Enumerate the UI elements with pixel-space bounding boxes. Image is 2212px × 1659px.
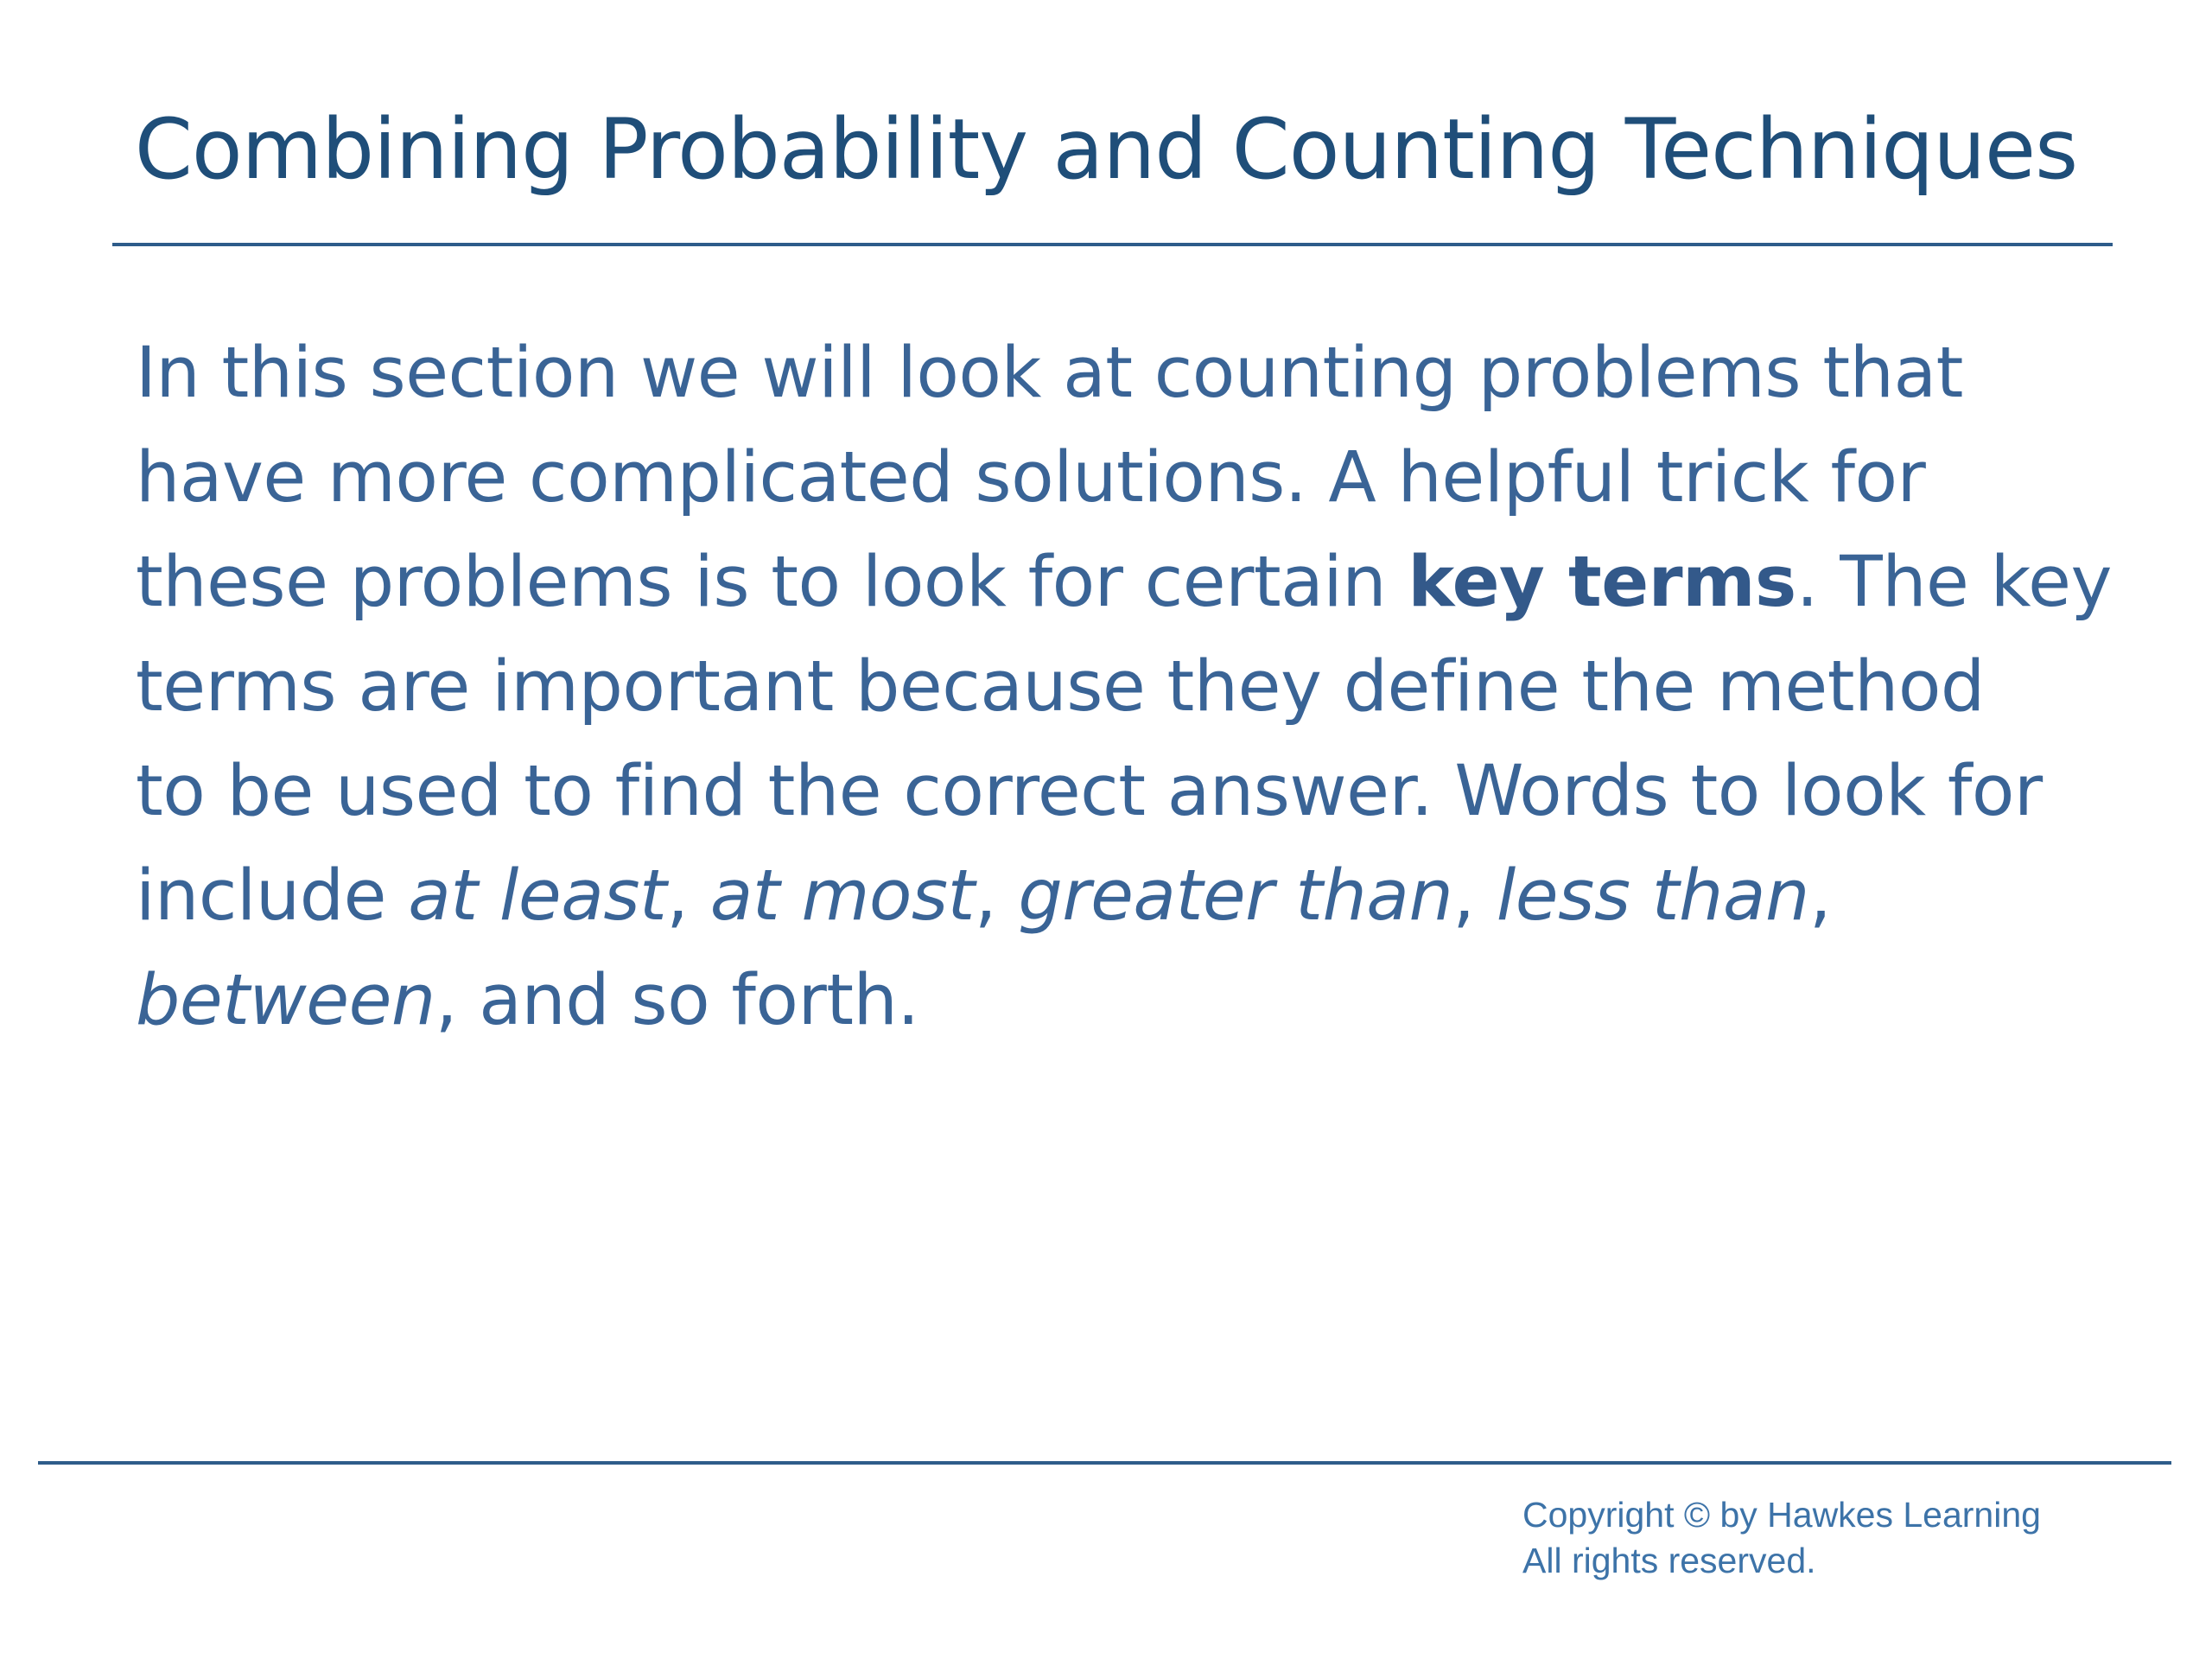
- title-divider: [112, 243, 2113, 246]
- body-line-6: [136, 844, 2123, 949]
- term-less-than: less than: [1496, 855, 1809, 937]
- separator: ,: [974, 855, 1019, 937]
- body-line-3: [136, 531, 2123, 635]
- term-between: between: [136, 960, 435, 1041]
- body-line-1: In this section we will look at counting problems that: [136, 333, 1963, 414]
- body-line-7: [136, 949, 2123, 1053]
- body-line-3-start: these problems is to look for certain: [136, 542, 1408, 623]
- term-at-most: at most: [709, 855, 975, 937]
- body-line-4: terms are important because they define the method: [136, 646, 1985, 728]
- copyright-notice: [1522, 1492, 2041, 1584]
- separator: ,: [1808, 855, 1832, 937]
- copyright-line-1: Copyright © by Hawkes Learning: [1522, 1495, 2041, 1535]
- key-terms-bold: key terms: [1408, 542, 1796, 623]
- body-line-6-start: include: [136, 855, 409, 937]
- footer-divider: [38, 1461, 2171, 1465]
- term-greater-than: greater than: [1018, 855, 1453, 937]
- slide-title: Combining Probability and Counting Techniques: [134, 101, 2078, 198]
- body-line-3-end: . The key: [1796, 542, 2112, 623]
- copyright-line-2: All rights reserved.: [1522, 1541, 1816, 1580]
- body-paragraph: [136, 321, 2123, 1053]
- separator: ,: [666, 855, 710, 937]
- term-at-least: at least: [408, 855, 667, 937]
- body-line-5: to be used to find the correct answer. Words to look for: [136, 751, 2043, 832]
- separator: ,: [1452, 855, 1497, 937]
- body-line-7-end: , and so forth.: [435, 960, 919, 1041]
- body-line-2: have more complicated solutions. A helpful trick for: [136, 437, 1926, 518]
